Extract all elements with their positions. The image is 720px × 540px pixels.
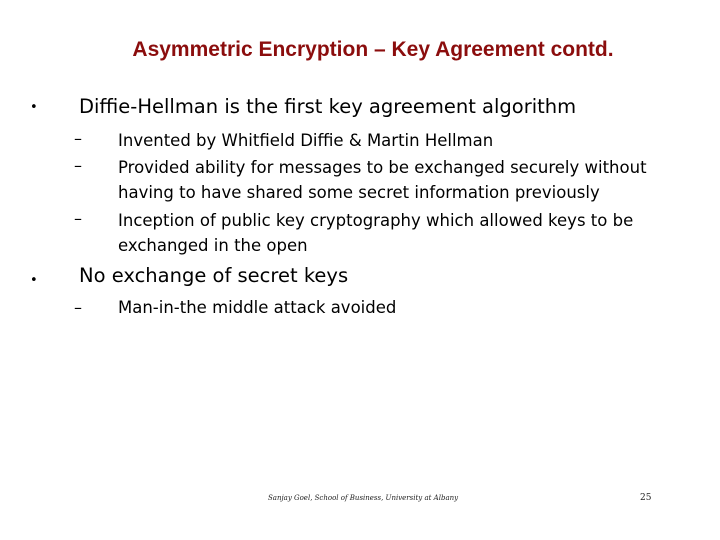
subitem-text-continued: exchanged in the open	[118, 236, 308, 255]
subitem-marker: –	[74, 129, 82, 148]
slide-title: Asymmetric Encryption – Key Agreement contd.	[132, 38, 614, 61]
subitem-marker: –	[74, 209, 82, 228]
subitem-text: Provided ability for messages to be exchanged securely without	[118, 158, 647, 177]
slide-footer: Sanjay Goel, School of Business, University at Albany	[268, 494, 459, 502]
bullet-marker: •	[30, 100, 38, 115]
bullet-marker: •	[30, 273, 38, 288]
subitem-text-continued: having to have shared some secret information previously	[118, 183, 600, 202]
subitem-marker: –	[74, 156, 82, 175]
subitem-text: Inception of public key cryptography which allowed keys to be	[118, 211, 634, 230]
bullet-text: Diffie-Hellman is the first key agreement algorithm	[79, 95, 577, 118]
subitem-text: Man-in-the middle attack avoided	[118, 298, 397, 317]
subitem-marker: –	[74, 298, 82, 317]
bullet-text: No exchange of secret keys	[79, 264, 349, 287]
page-number: 25	[640, 493, 652, 503]
subitem-text: Invented by Whitfield Diffie & Martin Hellman	[118, 131, 494, 150]
